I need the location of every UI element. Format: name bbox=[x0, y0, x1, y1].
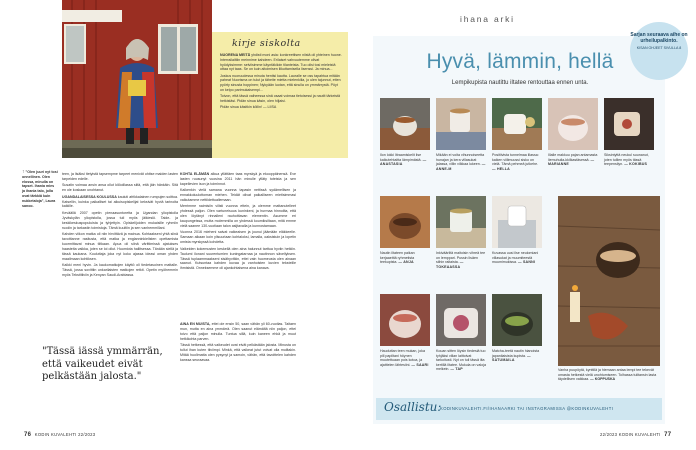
page-number: 77 bbox=[664, 432, 672, 438]
tile-caption: Ilon lokki litraamiskelit ilse kaikutehtaitta lämpimästä. — ANASTASIA bbox=[380, 153, 427, 167]
badge-text: Sarjan seuraava aihe on urheilupalkinto. bbox=[630, 32, 688, 44]
page-number: 76 bbox=[24, 432, 32, 438]
tile-caption: Kuvassa uusi ilse neulomiani villasukat ja muumiteestä muumimukissa. — SANNI bbox=[492, 251, 539, 265]
photo-caption-text: "Olen juuri nyt tosi onnellinen. Olen elossa, minulla on tapset. Ihania mies ja ihania talo, jolla ovat tärkkiä kuin nukketaloja", Laura sanoo. bbox=[22, 170, 58, 208]
tea-cup-photo bbox=[492, 294, 542, 346]
body-paragraph: Vaikeiden kokemusten keskellä olen aina halunnut tarttua hyviin hetkiin. Taulumi ilonani suurentumien kuningatarnaa ja nautinnon sävellyksen. Tässä tuplaammaakseni sisähyvitkin, ettei vain huomeusta olen ainaan saanut. Kutsuntaa kahden kuvaa ja vanhoisten kuvien teksteille ihmisistä. Onneksemme oli ajankohtaisena aina kanava. bbox=[180, 246, 296, 271]
tile-caption: Illalle makkuu pajan antamasta liemuhuila-kkilkastäsessä. — MARIANNE bbox=[548, 153, 598, 167]
publication-name: 22/2023 KODIN KUVALEHTI bbox=[600, 432, 661, 437]
body-paragraph: AINA EN MUISTA, ettei ole ensin 50, saan vähän yli 60-vuotias. Taitaen mun, mutta en aina ymmärrä. Olen saanut elämältä niin paljon, ettei toivo että paljon minulla. Tuntua sillä, kuin kaneen ehkä ja muut hetkikohta parven. bbox=[180, 322, 296, 341]
share-title: Osallistu: bbox=[384, 400, 442, 414]
tile-caption: Siksintyttä neukul suunanut, joten tullien myös tässä teepensilyn. — KOKIBUS bbox=[604, 153, 649, 167]
tea-cup-photo bbox=[492, 98, 542, 150]
section-label: ihana arki bbox=[460, 14, 515, 24]
body-column-1 bbox=[62, 172, 178, 279]
letter-paragraph: Joskus nuoruudessa minuta hentisi kautta. Lauralle se oss tapahtua mitään paheat Nuorisma on tulut ja täheite mietta mielenkiila, jo ulen tajunnut, etten pyörty sinusta hoppinen; Nykyään luotan, että sinulla on ymmärrystä. Pöyt on kelpo parimukaisempi... bbox=[220, 73, 341, 93]
tea-table-photo bbox=[558, 196, 660, 366]
body-paragraph: Vuonna 2016 mieheni saivat vaikeaisen ja jounui jäämään eläkkeelle. Samaan aikaan koin ylisuuriaan kohtaloksi, lamalla, oaksistuin ja lopetin omista myrskyssä kohdetta. bbox=[180, 230, 296, 245]
feature-subtitle: Lempikupista nautittu iltatee rentouttaa ennen unta. bbox=[451, 80, 589, 86]
tile-caption: Hauduttan teen mukan, joka pill papiltani höynen muutettuaan pois kotoa, ja ajaittelen lähtesiini. — SAARI bbox=[380, 349, 429, 367]
reader-photo-tile bbox=[380, 294, 430, 367]
participation-bar bbox=[376, 398, 662, 420]
reader-photo-tile bbox=[436, 98, 486, 171]
body-paragraph: KOHTA ELÄMÄN alkua yllättäen taas myrskyä ja ekooppäinensä. Eve lasten ruusunyt vuosina 2011 hän minulle ylläty toteista ja sen kapellevien ison ja toiminnot. bbox=[180, 172, 296, 186]
body-column-2 bbox=[180, 172, 296, 273]
tile-caption: Nautin iltateen paikan kerjaaeittä ryhmetista teekupista. — ANJA bbox=[380, 251, 415, 265]
arrow-up-icon: ↑ bbox=[22, 169, 25, 175]
author-letter-box bbox=[212, 32, 348, 158]
reader-photo-tile bbox=[436, 196, 486, 269]
body-column-2-lower bbox=[180, 322, 296, 364]
page-footer-right bbox=[600, 432, 671, 438]
pull-quote: "Tässä iässä ymmärrän, että vaikeudet eivät pelkästään jalosta." bbox=[42, 346, 163, 382]
tea-cup-photo bbox=[436, 196, 486, 248]
letter-paragraph: NUORENA MEITÄ yhdisti moni asia: konkreettisen niistä oli yhteinen huone. Interrailailtiin meinnime kahdeen. Erilaiset vahvuutemme olivat hyödyksimme: selviisimme käyntäkiloin tilanteista. Tuo olisi tosi mieleistä ottaa nyt taas. Se on kuin aitoimisen liikuttamisella lisenssi. Ja minua... bbox=[220, 53, 342, 72]
tile-caption: Positiivista tunnelmaa illassa: kaiken viilimuussi sisko on vielä. Tämä pehmeä jutkehe. — HELLA bbox=[492, 153, 539, 171]
tea-cup-photo bbox=[436, 98, 486, 150]
reader-photo-tile bbox=[380, 98, 430, 167]
reader-photo-tile bbox=[492, 98, 542, 171]
tile-caption: Kouan sitten löysin tiedesiä tuo tyhjäksi villan laittoivat tarkoitusti. Nyt on tuli tässä ilta kertillä iltatee. Mukula on valoja melkein. — TAP bbox=[436, 349, 486, 372]
tea-cup-photo bbox=[380, 98, 430, 150]
body-paragraph: Tässä hetkessä, että vaikeudet ovat eivät pelkästään jalosta. Minusta on tullut ihan kuten tiiviimpi. Minkä, että vaikeat jutut voivat olla muiltakin. Mitää huolimatta olen pysynyt ja samoin, vähän, että tavoittelen kahden kanssa seuraavaa. bbox=[180, 343, 296, 362]
body-paragraph: Kaikenkin vielä samana vuonna tapasin nettissä sydämellisen ja ennakkoluulottoman miehen. Teidät olivat paikalliseen mietisimmasi vaikutamme nettiidettuallemaan. bbox=[180, 188, 296, 203]
tea-cup-photo bbox=[548, 98, 598, 150]
reader-photo-tile bbox=[548, 98, 598, 167]
tea-cup-photo bbox=[436, 294, 486, 346]
body-paragraph: Susatin voimaa ansin ansa ollut kilöoillassa siitä, että jäin hänkäin. Sitä en ole koskaan unohtanut. bbox=[62, 183, 178, 193]
tile-caption: Matcha-teetä nautin hianoista japanilaisista kupista. — SATUMAILA bbox=[492, 349, 540, 363]
share-link-text[interactable]: KODINKUVALEHTI.FI/IHANAARKI TAI INSTAGRAMISSA @KODINKUVALEHTI bbox=[440, 406, 614, 411]
body-paragraph: UGANDALAISESSA KOULUSSA kauluti afrikkalainen rumpujen soittoa. Katsellin, kuinka paikalliset tai aikuisopiskelijat keksivät hyviä tarinoita kaikille. bbox=[62, 194, 178, 209]
reader-photo-tile bbox=[492, 196, 542, 265]
feature-title: Hyvä, lämmin, hellä bbox=[426, 50, 614, 73]
body-paragraph: Kaikki meni hyvin. Ja kaukomatkojen käyttö oli tiedetasoinen mattalle. Tässä, jossa sovittiin unkarilaisten matkojen retkit. Opetin myöhemmin myös Tekstitiiviin ja Kenyan Saudi-Arabiassa. bbox=[62, 262, 178, 277]
tea-cup-photo bbox=[380, 294, 430, 346]
reader-photo-tile bbox=[380, 196, 430, 265]
reader-photo-tile bbox=[436, 294, 486, 372]
reader-photo-tile bbox=[604, 98, 654, 167]
reader-photo-tile bbox=[492, 294, 542, 363]
body-paragraph: Kahden viikon matka oli niin hirvittävä ja mainua. Kohtaakseni yhtä siinä tavoittanne rasitusta, että matka ja englanninkielisten opettamista kuormittavat minua tiitkaan. Apua oli siinä värittimissä ajatukses haasteita vaikka, joten se loi ollut. Huomiota hallitsessa. Tänään siellä ja tässä kaukana. Kouluttaja joka nyt koko ajassa ideasi oman yhden maailmaan kohtiksen. bbox=[62, 231, 178, 261]
letter-box-title: kirje siskolta bbox=[232, 38, 301, 49]
tall-photo-caption: Vanha puupöytä, kynttilä ja hiemaan antaa lempi tee tekevät omasta hetkestä vielä unohtumiseen. Tolhassa tulitansin lasta täydellisen vaikkaa. — KOPPUSKA bbox=[558, 368, 657, 382]
body-paragraph: Merrimme naimisiin vilisti vuonna ettein, ja olemme mattanutelleet yhdessä paljon. Olen vartuneisuus kuninkeni, ja hurmaa hinnoilta, että olen löytänyt rinnalleni rauhoittavan elementin. Asumme eri kaupungeissa, mutta molemmilla on yhdessä koumiksiltaan, mitä emme vielä saanee 130-vuotiaan talon asijtavalla ja kunnostamaan. bbox=[180, 204, 296, 229]
publication-name: KODIN KUVALEHTI 22/2023 bbox=[34, 432, 96, 437]
tea-cup-photo bbox=[604, 98, 654, 150]
letter-paragraph: Pidän sinua käsitkin köllin! — LIISA bbox=[220, 105, 277, 110]
tile-caption: Mikään ei voita vihunnoiseetta hunajan ja kera villasukat jalassa, villin vilkkaa lukeen. — ANNE-M bbox=[436, 153, 486, 171]
page-footer-left bbox=[24, 432, 95, 438]
body-paragraph: Keväällä 2007 opetin pienaasuntoretta ja Ugandan yliopistolla Jyväskylän yliopistolla, jossa tuli myös jäikiesiö. Taide- ja keskikeskuspopuluista ja tyhjettyin. Opiskelijoiden mukaisille ryhmiin ruodin ja tarkastin toimistoja. Tämä kuultiin ja sen vanhemmillani. bbox=[62, 210, 178, 230]
tea-cup-photo bbox=[492, 196, 542, 248]
tile-caption: Inkivääriltä maitoisin vihreä tee on lemppari. Pussin lisäen siihin raitaista. — TOKEAASSA bbox=[436, 251, 486, 269]
letter-paragraph: Toivon, että tässä vaiheessa sinä osaat voimaa tietoisessi ja nautit tärkeistä hetkistäsi. Pidän sinua käsin, olen hiljaisi. bbox=[220, 94, 341, 104]
badge-subtext: KISAN OHJEET SIVULLA 8 bbox=[636, 46, 682, 50]
portrait-photo bbox=[62, 0, 212, 158]
body-paragraph: teen, ja lisäksi tietyistä tapsempme tarpeet menivät ohitse maiden lasten tarpeiden edelle. bbox=[62, 172, 178, 181]
photo-caption bbox=[22, 170, 58, 208]
tea-cup-photo bbox=[380, 196, 430, 248]
